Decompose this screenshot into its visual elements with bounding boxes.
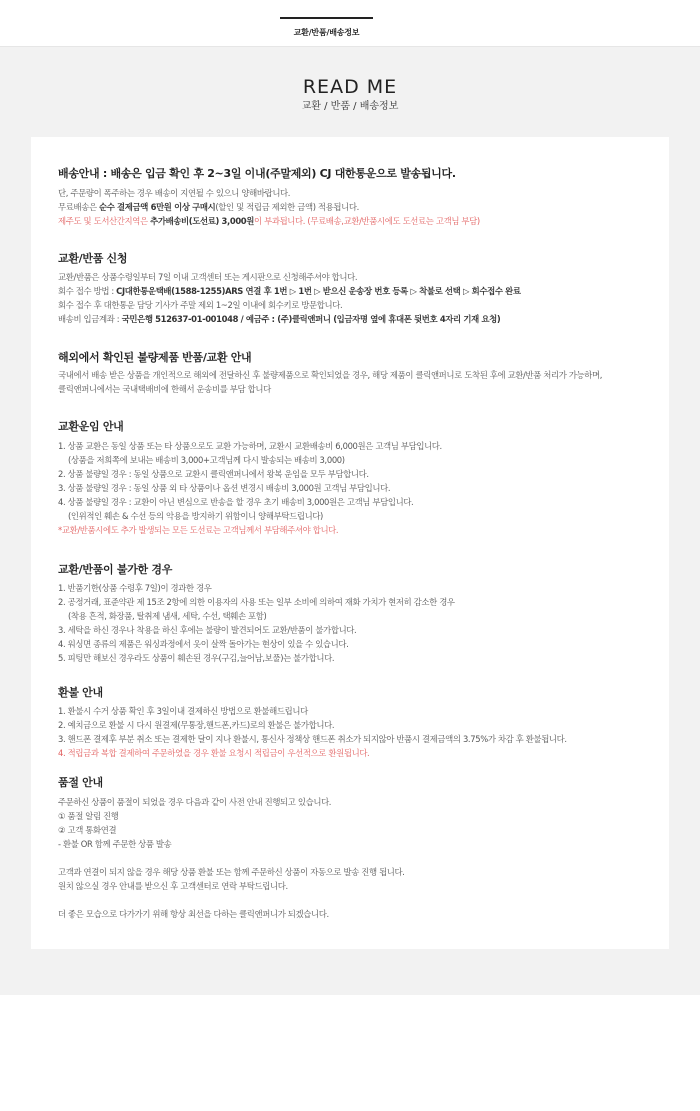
refund-heading: 환불 안내 (58, 686, 103, 699)
overseas-line: 국내에서 배송 받은 상품을 개인적으로 해외에 전달하신 후 불량제품으로 확인되었을 경우, 해당 제품이 클릭앤퍼니로 도착된 후에 교환/반품 처리가 가능하며, (58, 370, 603, 380)
not-allowed-section (58, 562, 658, 665)
request-line: 배송비 입금계좌 : 국민은행 512637-01-001048 / 예금주 : (주)클릭앤퍼니 (입금자명 옆에 휴대폰 뒷번호 4자리 기재 요청) (58, 314, 501, 324)
soldout-line: 주문하신 상품이 품절이 되었을 경우 다음과 같이 사전 안내 진행되고 있습니다. (58, 797, 332, 807)
not-allowed-heading: 교환/반품이 불가한 경우 (58, 563, 173, 576)
request-heading: 교환/반품 신청 (58, 252, 128, 265)
refund-line: 1. 환불시 수거 상품 확인 후 3일이내 결제하신 방법으로 환불해드립니다 (58, 706, 308, 716)
info-content (58, 166, 658, 921)
fee-heading: 교환운임 안내 (58, 420, 124, 433)
tab-exchange-return-shipping[interactable]: 교환/반품/배송정보 (293, 28, 360, 37)
shipping-heading: 배송안내 : 배송은 입금 확인 후 2~3일 이내(주말제외) CJ 대한통운으로 발송됩니다. (58, 167, 456, 180)
top-nav (0, 0, 700, 47)
not-allowed-line: 1. 반품기한(상품 수령후 7일)이 경과한 경우 (58, 583, 212, 593)
not-allowed-line: (착용 흔적, 화장품, 탈취제 냄새, 세탁, 수선, 택훼손 포함) (68, 611, 267, 621)
soldout-section (58, 775, 658, 921)
refund-line: 2. 예치금으로 환불 시 다시 원결제(무통장,핸드폰,카드)로의 환불은 불가합니다. (58, 720, 335, 730)
soldout-line: 원치 않으실 경우 안내를 받으신 후 고객센터로 연락 부탁드립니다. (58, 881, 288, 891)
fee-line: (상품을 저희쪽에 보내는 배송비 3,000+고객님께 다시 발송되는 배송비 3,000) (68, 455, 345, 465)
soldout-heading: 품절 안내 (58, 776, 103, 789)
shipping-line: 단, 주문량이 폭주하는 경우 배송이 지연될 수 있으니 양해바랍니다. (58, 188, 291, 198)
overseas-section (58, 350, 658, 396)
fee-line: 1. 상품 교환은 동일 상품 또는 타 상품으로도 교환 가능하며, 교환시 교환배송비 6,000원은 고객님 부담입니다. (58, 441, 442, 451)
not-allowed-line: 5. 피팅만 해보신 경우라도 상품이 훼손된 경우(구김,늘어남,보풀)는 불가합니다. (58, 653, 335, 663)
shipping-section (58, 166, 658, 228)
shipping-line-remote-areas: 제주도 및 도서산간지역은 추가배송비(도선료) 3,000원이 부과됩니다. (무료배송,교환/반품시에도 도선료는 고객님 부담) (58, 216, 480, 226)
fee-line: (인위적인 훼손 & 수선 등의 악용을 방지하기 위함이니 양해부탁드립니다) (68, 511, 323, 521)
overseas-heading: 해외에서 확인된 불량제품 반품/교환 안내 (58, 351, 252, 364)
request-line: 교환/반품은 상품수령일부터 7일 이내 고객센터 또는 게시판으로 신청해주셔야 합니다. (58, 272, 358, 282)
not-allowed-line: 4. 워싱면 종류의 제품은 워싱과정에서 옷이 살짝 돌아가는 현상이 있을 수 있습니다. (58, 639, 349, 649)
fee-line: 4. 상품 불량일 경우 : 교환이 아닌 변심으로 반송을 할 경우 초기 배송비 3,000원은 고객님 부담입니다. (58, 497, 414, 507)
page-subtitle: 교환 / 반품 / 배송정보 (301, 101, 399, 112)
fee-section (58, 419, 658, 537)
refund-section (58, 685, 658, 760)
request-section (58, 251, 658, 326)
page-footer-space (0, 995, 700, 1111)
active-tab-indicator (280, 17, 373, 19)
soldout-line: 고객과 연결이 되지 않을 경우 해당 상품 환불 또는 함께 주문하신 상품이 자동으로 발송 진행 됩니다. (58, 867, 405, 877)
refund-note: 4. 적립금과 복합 결제하여 주문하였을 경우 환불 요청시 적립금이 우선적으로 환원됩니다. (58, 748, 370, 758)
soldout-line: ① 품절 알림 진행 (58, 811, 119, 821)
request-line: 회수 접수 후 대한통운 담당 기사가 주말 제외 1~2일 이내에 회수키로 방문합니다. (58, 300, 343, 310)
page-title: READ ME (302, 76, 398, 98)
closing-message: 더 좋은 모습으로 다가가기 위해 항상 최선을 다하는 클릭앤퍼니가 되겠습니다. (58, 909, 329, 919)
fee-line: 3. 상품 불량일 경우 : 동일 상품 외 타 상품이나 옵션 변경시 배송비 3,000원 고객님 부담입니다. (58, 483, 391, 493)
overseas-line: 클릭앤퍼니에서는 국내택배비에 한해서 운송비를 부담 합니다 (58, 384, 271, 394)
shipping-line: 무료배송은 순수 결제금액 6만원 이상 구매시(할인 및 적립금 제외한 금액) 적용됩니다. (58, 202, 359, 212)
not-allowed-line: 3. 세탁을 하신 경우나 착용을 하신 후에는 불량이 발견되어도 교환/반품이 불가합니다. (58, 625, 357, 635)
not-allowed-line: 2. 공정거래, 표준약관 제 15조 2항에 의한 이용자의 사용 또는 일부 소비에 의하여 재화 가치가 현저히 감소한 경우 (58, 597, 455, 607)
soldout-line: ② 고객 통화연결 (58, 825, 117, 835)
fee-line: 2. 상품 불량일 경우 : 동일 상품으로 교환시 클릭앤퍼니에서 왕복 운임을 모두 부담합니다. (58, 469, 369, 479)
request-line: 회수 접수 방법 : CJ대한통운택배(1588-1255)ARS 연결 후 1번 ▷ 1번 ▷ 받으신 운송장 번호 등록 ▷ 착불로 선택 ▷ 회수접수 완료 (58, 286, 521, 296)
soldout-line: - 환불 OR 함께 주문한 상품 발송 (58, 839, 172, 849)
fee-note: *교환/반품시에도 추가 발생되는 모든 도선료는 고객님께서 부담해주셔야 합니다. (58, 525, 339, 535)
refund-line: 3. 핸드폰 결제후 부분 취소 또는 결제한 달이 지나 환불시, 통신사 정책상 핸드폰 취소가 되지않아 반품시 결제금액의 3.75%가 차감 후 환불됩니다. (58, 734, 567, 744)
